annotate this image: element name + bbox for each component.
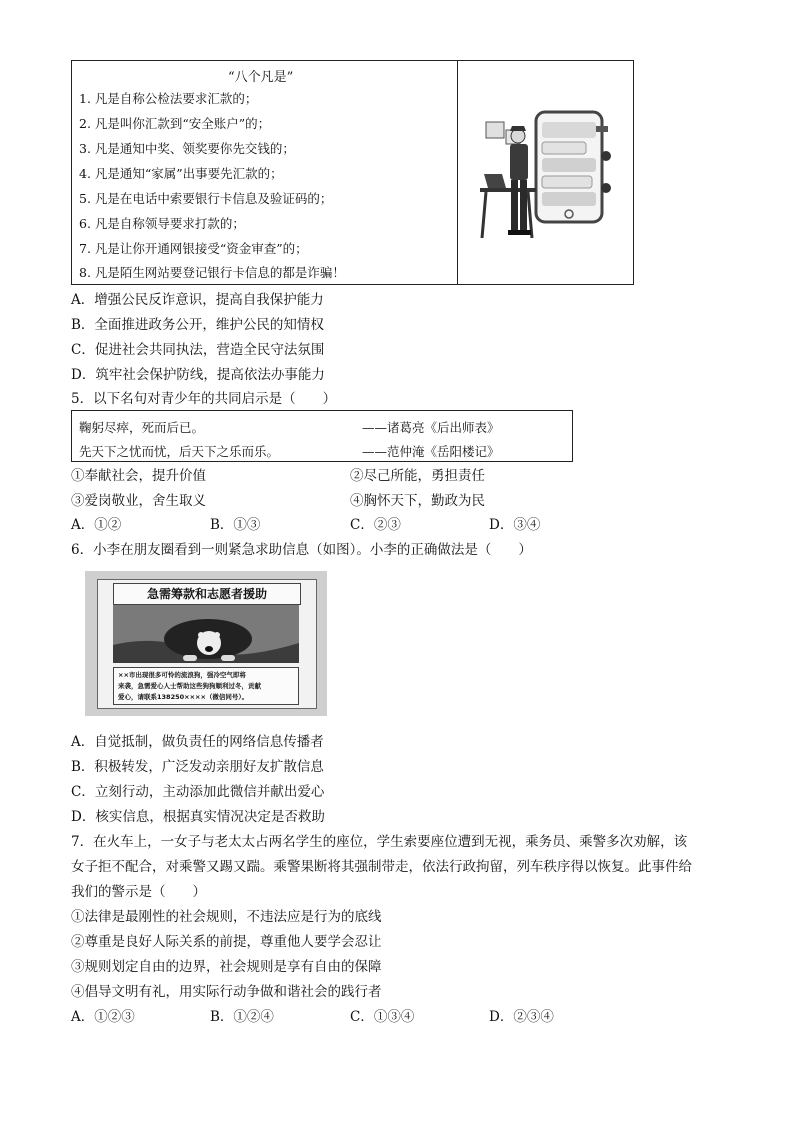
rule-item: 3. 凡是通知中奖、领奖要你先交钱的；	[79, 141, 295, 156]
q7-item: ①法律是最刚性的社会规则，不违法应是行为的底线	[71, 909, 382, 925]
quote-text: 先天下之忧而忧，后天下之乐而乐。	[79, 444, 280, 459]
rule-item: 5. 凡是在电话中索要银行卡信息及验证码的；	[79, 191, 333, 206]
rule-item: 8. 凡是陌生网站要登记银行卡信息的都是诈骗！	[79, 265, 345, 280]
q4-option-b: B．全面推进政务公开，维护公民的知情权	[71, 317, 324, 333]
box-divider	[457, 60, 458, 285]
quote-source: ——诸葛亮《后出师表》	[362, 420, 500, 435]
q4-option-d: D．筑牢社会保护防线，提高依法办事能力	[71, 367, 325, 383]
q7-stem-line: 我们的警示是（ ）	[71, 884, 206, 900]
q5-choice-d: D．③④	[489, 517, 541, 533]
police-phone-illustration	[478, 108, 624, 240]
dog-icon	[113, 605, 299, 663]
q6-option-b: B．积极转发，广泛发动亲朋好友扩散信息	[71, 759, 324, 775]
q6-option-d: D．核实信息，根据真实情况决定是否救助	[71, 809, 325, 825]
q4-option-a: A．增强公民反诈意识，提高自我保护能力	[71, 292, 324, 308]
q7-item: ③规则划定自由的边界，社会规则是享有自由的保障	[71, 959, 382, 975]
q7-choice-d: D．②③④	[489, 1009, 554, 1025]
q5-choice-c: C．②③	[350, 517, 401, 533]
quote-text: 鞠躬尽瘁，死而后已。	[79, 420, 205, 435]
q7-stem-line: 7．在火车上，一女子与老太太占两名学生的座位，学生索要座位遭到无视，乘务员、乘警多次劝解，该	[71, 834, 688, 850]
q5-item: ①奉献社会，提升价值	[71, 468, 206, 484]
rule-item: 2. 凡是叫你汇款到“安全账户”的；	[79, 116, 271, 131]
q6-stem: 6．小李在朋友圈看到一则紧急求助信息（如图）。小李的正确做法是（ ）	[71, 542, 532, 558]
q7-choice-c: C．①③④	[350, 1009, 415, 1025]
q5-choice-b: B．①③	[210, 517, 261, 533]
rule-item: 1. 凡是自称公检法要求汇款的；	[79, 91, 258, 106]
q5-stem: 5．以下名句对青少年的共同启示是（ ）	[71, 391, 337, 407]
rule-item: 6. 凡是自称领导要求打款的；	[79, 216, 245, 231]
q7-item: ②尊重是良好人际关系的前提，尊重他人要学会忍让	[71, 934, 382, 950]
help-request-image	[85, 571, 327, 716]
q4-option-c: C．促进社会共同执法，营造全民守法氛围	[71, 342, 325, 358]
q7-choice-b: B．①②④	[210, 1009, 274, 1025]
q6-option-c: C．立刻行动，主动添加此微信并献出爱心	[71, 784, 325, 800]
rule-item: 7. 凡是让你开通网银接受“资金审查”的；	[79, 241, 308, 256]
q7-stem-line: 女子拒不配合，对乘警又踢又踹。乘警果断将其强制带走，依法行政拘留，列车秩序得以恢复。此事件给	[71, 859, 692, 875]
rules-title: “八个凡是”	[228, 70, 294, 85]
q7-item: ④倡导文明有礼，用实际行动争做和谐社会的践行者	[71, 984, 382, 1000]
rule-item: 4. 凡是通知“家属”出事要先汇款的；	[79, 166, 283, 181]
image-caption: ××市出现很多可怜的流浪狗，强冷空气即将 来袭，急需爱心人士帮助这些狗狗顺利过冬，贡献 爱心，请联系138250××××（微信同号）。	[113, 667, 299, 705]
q5-item: ③爱岗敬业，舍生取义	[71, 493, 206, 509]
q5-item: ②尽己所能，勇担责任	[350, 468, 485, 484]
q7-choice-a: A．①②③	[71, 1009, 135, 1025]
q5-item: ④胸怀天下，勤政为民	[350, 493, 485, 509]
q6-option-a: A．自觉抵制，做负责任的网络信息传播者	[71, 734, 324, 750]
quote-source: ——范仲淹《岳阳楼记》	[362, 444, 500, 459]
image-banner: 急需筹款和志愿者援助	[113, 583, 301, 605]
q5-choice-a: A．①②	[71, 517, 122, 533]
